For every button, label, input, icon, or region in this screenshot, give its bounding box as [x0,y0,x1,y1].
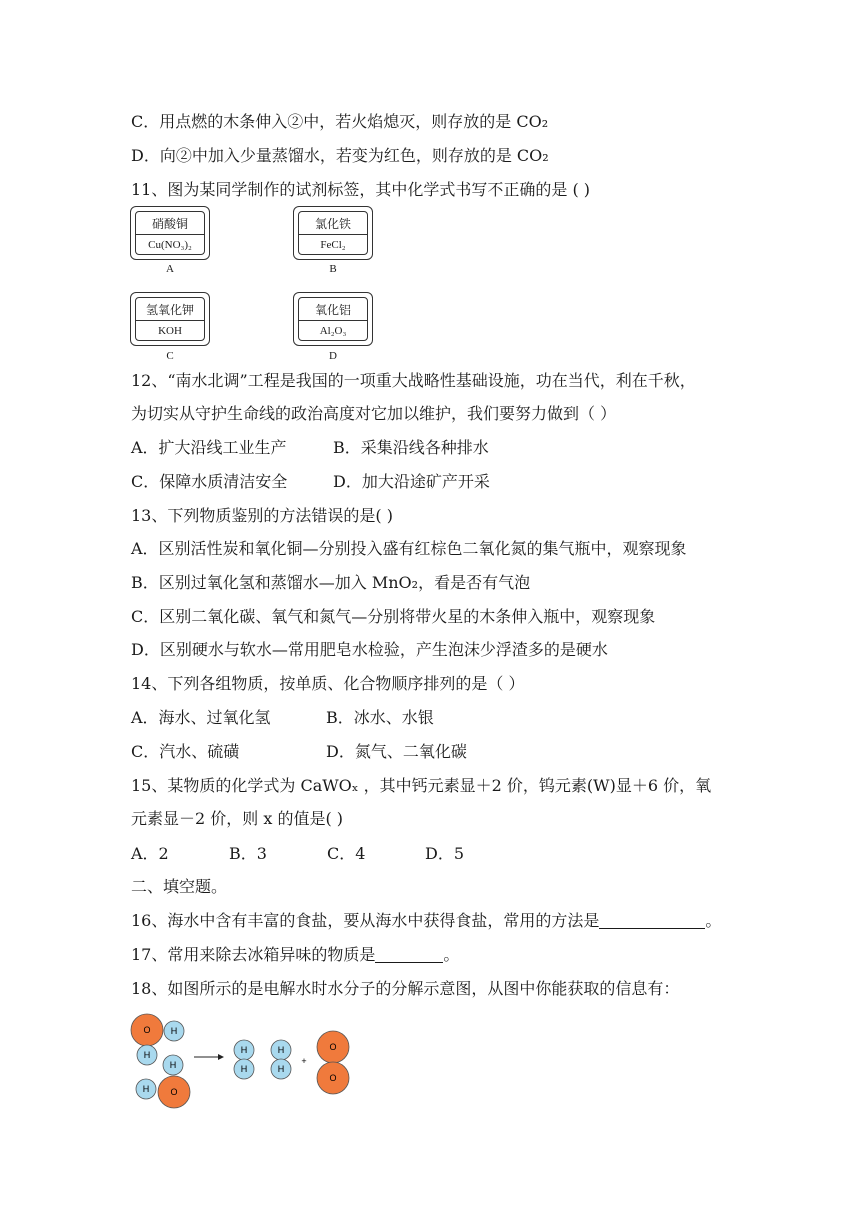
q14-option-d: D．氮气、二氧化碳 [326,742,467,761]
reagent-formula: KOH [158,325,182,337]
q15-stem-line1: 15、某物质的化学式为 CaWOₓ ，其中钙元素显＋2 价，钨元素(W)显＋6 价，氧 [131,776,712,795]
reagent-letter: D [329,350,337,362]
reagent-label-b [293,206,373,260]
q17-answer-blank[interactable] [375,946,443,963]
reagent-label-c [130,292,210,346]
q16-answer-blank[interactable] [599,912,705,929]
reagent-letter: C [166,350,174,362]
q12-stem-line2: 为切实从守护生命线的政治高度对它加以维护，我们要努力做到（ ） [131,404,617,423]
reagent-name: 氧化铝 [314,303,351,317]
q14-option-c: C．汽水、硫磺 [131,742,240,761]
q15-option-a: A．2 [131,844,169,863]
reagent-label-d [293,292,373,346]
q14-stem: 14、下列各组物质，按单质、化合物顺序排列的是（ ） [131,674,525,693]
reagent-label-a [130,206,210,260]
q13-stem: 13、下列物质鉴别的方法错误的是( ) [131,506,393,525]
atom-label: O [143,1025,151,1035]
reagent-formula: Al₂O₃ [319,325,347,337]
atom-label: H [169,1060,177,1070]
q13-option-c: C．区别二氧化碳、氧气和氮气—分别将带火星的木条伸入瓶中，观察现象 [131,607,656,626]
reagent-letter: B [329,263,337,275]
q15-option-b: B．3 [229,844,267,863]
arrow-head [218,1054,224,1060]
q15-option-c: C．4 [327,844,366,863]
atom-label: H [170,1026,178,1036]
reagent-name: 硝酸铜 [151,217,188,231]
reagent-formula: Cu(NO₃)₂ [148,239,192,251]
q12-option-b: B．采集沿线各种排水 [333,438,489,457]
q15-stem-line2: 元素显－2 价，则 x 的值是( ) [131,809,344,828]
q14-option-a: A．海水、过氧化氢 [131,708,271,727]
water-electrolysis-diagram [128,1012,358,1110]
reagent-letter: A [166,263,174,275]
q17-period: 。 [443,945,460,964]
q11-stem: 11、图为某同学制作的试剂标签，其中化学式书写不正确的是 ( ) [131,180,591,199]
q12-option-c: C．保障水质清洁安全 [131,472,288,491]
q13-option-b: B．区别过氧化氢和蒸馏水—加入 MnO₂，看是否有气泡 [131,573,531,592]
q13-option-a: A．区别活性炭和氧化铜—分别投入盛有红棕色二氧化氮的集气瓶中，观察现象 [131,539,687,558]
reagent-name: 氯化铁 [314,217,351,231]
q10-option-d: D．向②中加入少量蒸馏水，若变为红色，则存放的是 CO₂ [131,146,549,165]
reagent-formula: FeCl₂ [320,239,346,251]
q12-option-d: D．加大沿途矿产开采 [333,472,490,491]
atom-label: O [170,1087,178,1097]
reagent-name: 氢氧化钾 [145,303,194,317]
q16-stem [131,911,721,931]
q12-stem-line1: 12、“南水北调”工程是我国的一项重大战略性基础设施，功在当代，利在千秋， [131,371,696,390]
atom-label: H [277,1064,285,1074]
q10-option-c: C．用点燃的木条伸入②中，若火焰熄灭，则存放的是 CO₂ [131,112,549,131]
q17-text: 17、常用来除去冰箱异味的物质是 [131,945,376,964]
plus-sign: + [301,1056,307,1066]
atom-label: O [329,1042,337,1052]
q16-period: 。 [705,911,722,930]
q15-option-d: D．5 [425,844,465,863]
q12-option-a: A．扩大沿线工业生产 [131,438,287,457]
atom-label: H [277,1045,285,1055]
q14-option-b: B．冰水、水银 [326,708,434,727]
q16-text: 16、海水中含有丰富的食盐，要从海水中获得食盐，常用的方法是 [131,911,600,930]
atom-label: H [240,1064,248,1074]
atom-label: O [329,1073,337,1083]
q13-option-d: D．区别硬水与软水—常用肥皂水检验，产生泡沫少浮渣多的是硬水 [131,640,608,659]
q17-stem [131,945,459,965]
atom-label: H [143,1050,151,1060]
atom-label: H [142,1084,150,1094]
q18-stem: 18、如图所示的是电解水时水分子的分解示意图，从图中你能获取的信息有： [131,979,680,998]
section-heading: 二、填空题。 [131,877,228,896]
atom-label: H [240,1045,248,1055]
